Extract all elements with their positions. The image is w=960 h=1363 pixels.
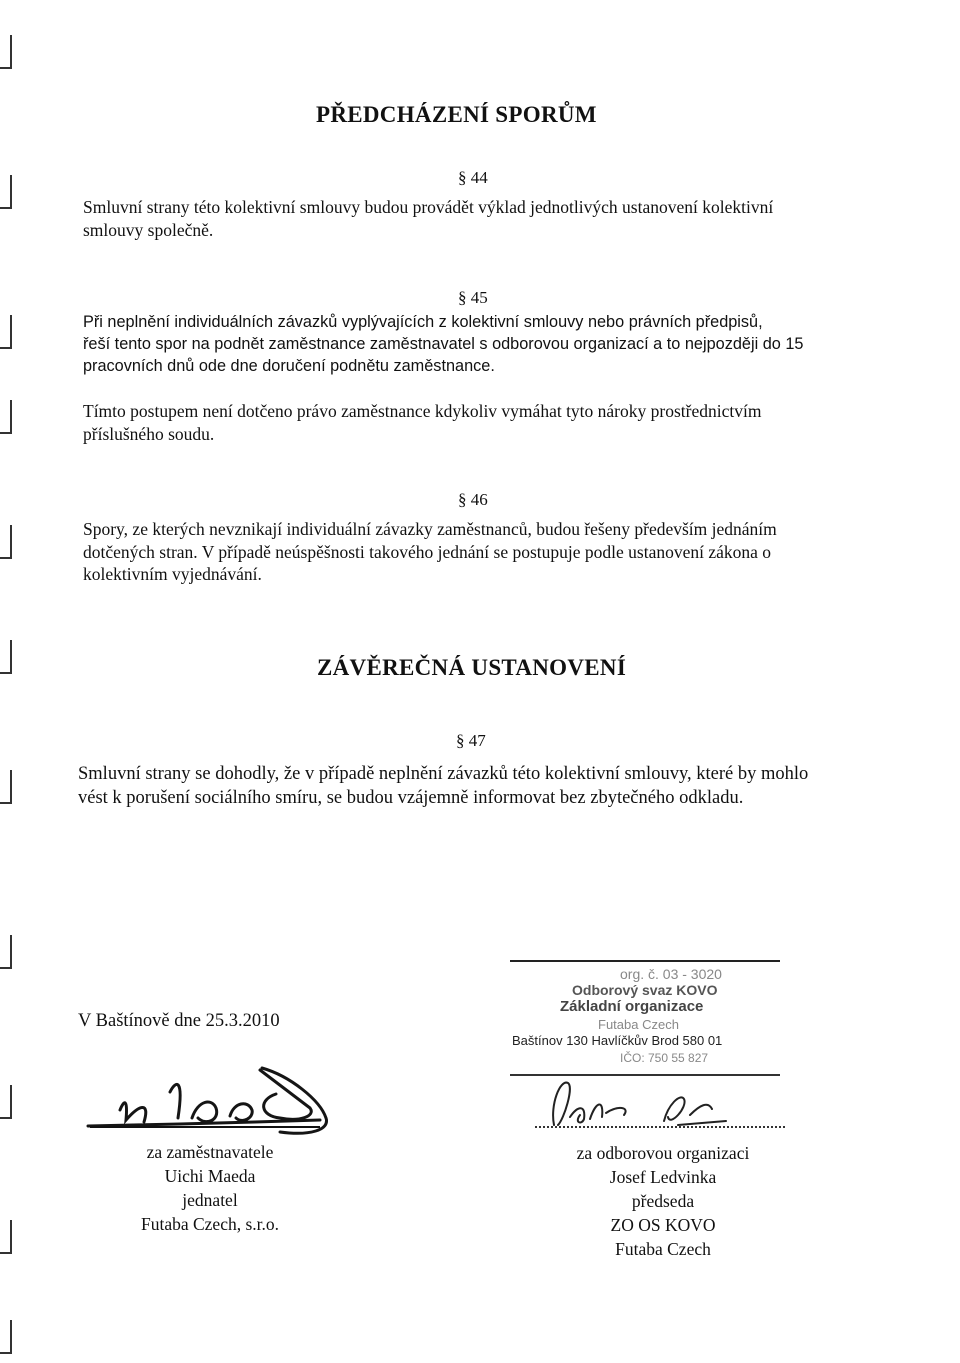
text-line: Při neplnění individuálních závazků vyplývajících z kolektivní smlouvy nebo právních předpisů, (83, 313, 763, 331)
employer-signatory (100, 1140, 320, 1236)
stamp-line: Baštínov 130 Havlíčkův Brod 580 01 (512, 1033, 723, 1048)
signatory-line: ZO OS KOVO (610, 1215, 716, 1235)
text-line: Smluvní strany této kolektivní smlouvy budou provádět výklad jednotlivých ustanovení kolektivní (83, 197, 774, 217)
signatory-line: za zaměstnavatele (146, 1142, 274, 1162)
binder-mark (0, 400, 12, 434)
stamp-line: Základní organizace (560, 998, 704, 1015)
paragraph-body (78, 762, 898, 810)
employer-signature (80, 1060, 350, 1140)
signatory-line: jednatel (182, 1190, 238, 1210)
stamp-line: IČO: 750 55 827 (620, 1051, 709, 1065)
paragraph-number: § 45 (458, 288, 488, 307)
section-heading: ZÁVĚREČNÁ USTANOVENÍ (317, 655, 627, 680)
text-line: dotčených stran. V případě neúspěšnosti takového jednání se postupuje podle ustanovení zákona o (83, 541, 772, 562)
text-line: pracovních dnů ode dne doručení podnětu zaměstnance. (83, 357, 495, 375)
paragraph-body (83, 196, 883, 241)
text-line: Spory, ze kterých nevznikají individuální závazky zaměstnanců, budou řešeny především jednáním (83, 519, 777, 539)
paragraph-number: § 46 (458, 490, 488, 509)
text-line: kolektivním vyjednávání. (83, 564, 262, 584)
text-line: Tímto postupem není dotčeno právo zaměstnance kdykoliv vymáhat tyto nároky prostřednictvím (83, 401, 762, 421)
binder-mark (0, 1220, 12, 1254)
stamp-line: Odborový svaz KOVO (572, 982, 718, 998)
place-date: V Baštínově dne 25.3.2010 (78, 1011, 280, 1031)
binder-mark (0, 1320, 12, 1354)
stamp-line: Futaba Czech (598, 1017, 679, 1032)
text-line: řeší tento spor na podnět zaměstnance zaměstnavatel s odborovou organizací a to nejpozději do 15 (83, 335, 804, 353)
text-line: smlouvy společně. (83, 219, 214, 240)
paragraph-number: § 47 (456, 731, 486, 750)
signature-line (90, 1126, 320, 1128)
signatory-line: Futaba Czech (615, 1239, 711, 1259)
binder-mark (0, 770, 12, 804)
signatory-line: Uichi Maeda (164, 1166, 256, 1186)
binder-mark (0, 640, 12, 674)
union-signatory (548, 1141, 778, 1261)
text-line: vést k porušení sociálního smíru, se budou vzájemně informovat bez zbytečného odkladu. (78, 788, 744, 808)
paragraph-body (83, 311, 883, 377)
official-stamp (510, 960, 780, 1076)
text-line: příslušného soudu. (83, 423, 215, 444)
binder-mark (0, 35, 12, 69)
text-line: Smluvní strany se dohodly, že v případě neplnění závazků této kolektivní smlouvy, které by mohlo (78, 764, 809, 784)
paragraph-number: § 44 (458, 168, 488, 187)
binder-mark (0, 525, 12, 559)
binder-mark (0, 1085, 12, 1119)
signatory-line: předseda (631, 1191, 695, 1211)
section-heading: PŘEDCHÁZENÍ SPORŮM (316, 102, 597, 127)
paragraph-body (83, 400, 883, 445)
paragraph-body (83, 518, 883, 586)
stamp-date: org. č. 03 - 3020 (620, 966, 722, 982)
signature-line (535, 1126, 785, 1128)
signatory-line: Josef Ledvinka (609, 1167, 717, 1187)
binder-mark (0, 315, 12, 349)
signatory-line: za odborovou organizaci (576, 1143, 750, 1163)
signatory-line: Futaba Czech, s.r.o. (140, 1214, 280, 1234)
binder-mark (0, 175, 12, 209)
binder-mark (0, 935, 12, 969)
